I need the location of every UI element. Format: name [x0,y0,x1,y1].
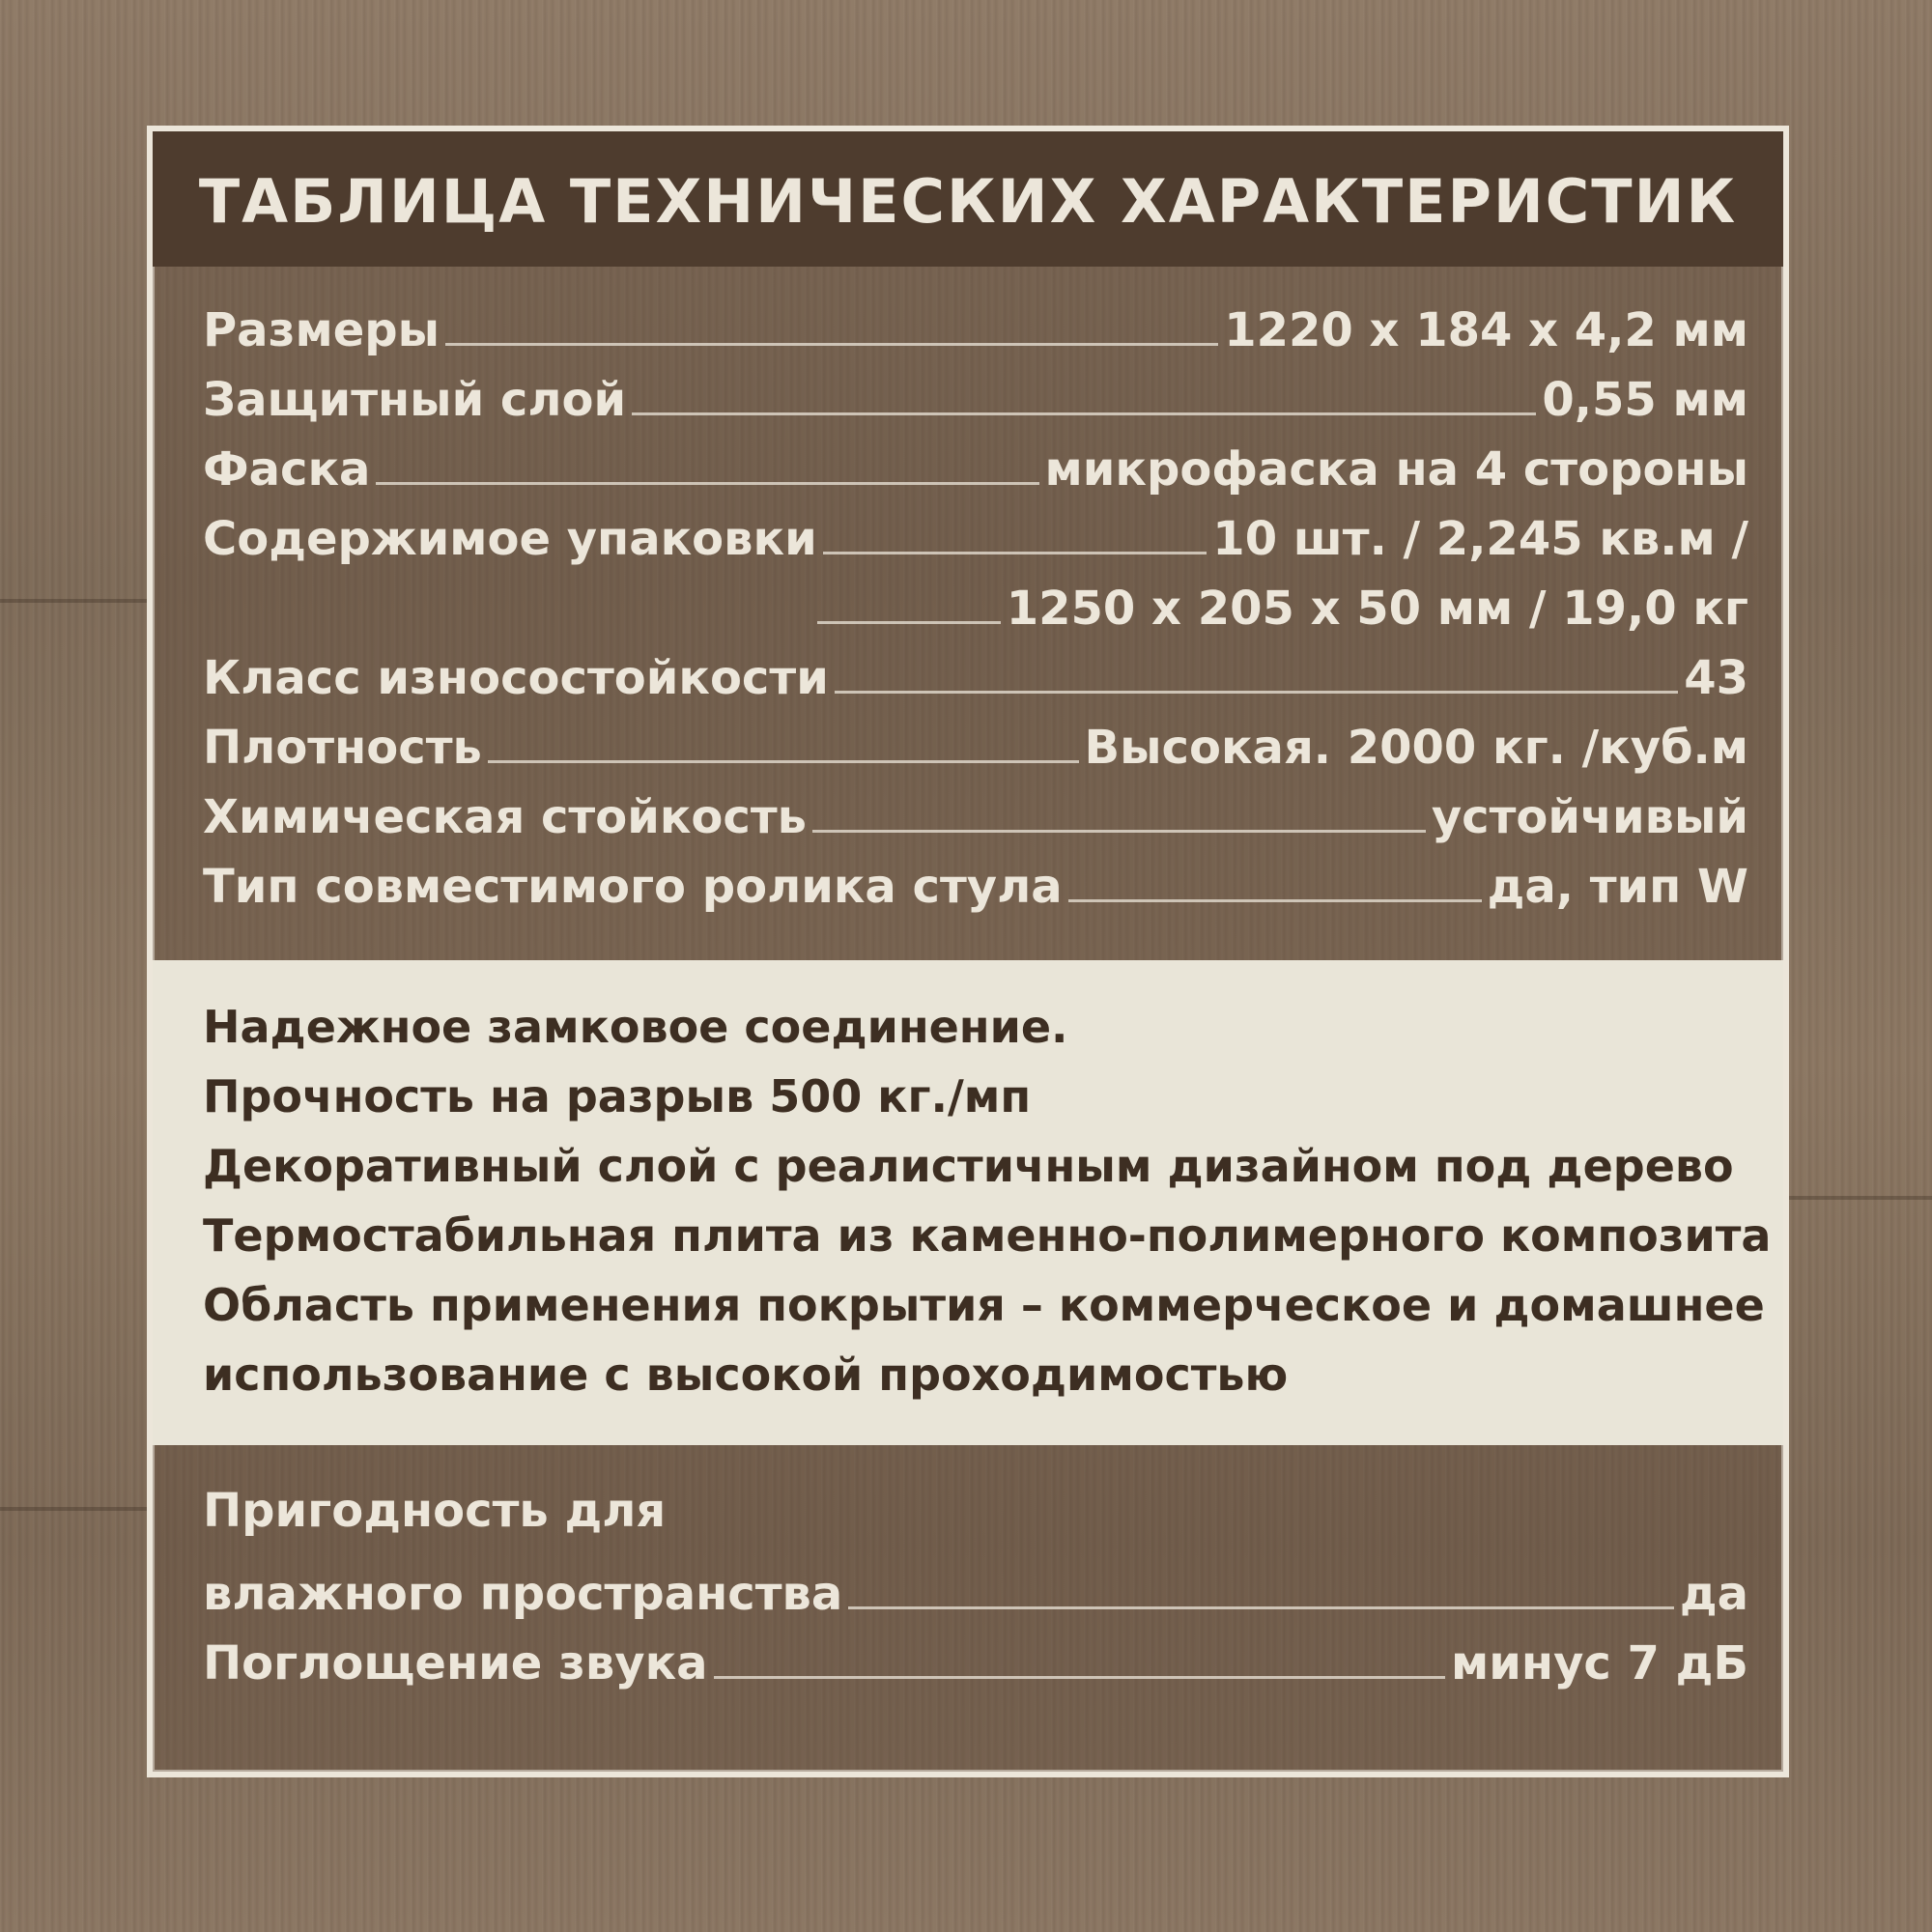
spec-value: устойчивый [1431,790,1748,844]
leader-line [632,412,1536,415]
spec-row-chemical [203,777,1748,844]
spec-label: Размеры [203,303,440,357]
spec-row-bevel [203,429,1748,497]
spec-row-package-cont [811,568,1748,636]
feature-item: Надежное замковое соединение. [203,1001,1068,1053]
spec-row-sound [203,1623,1748,1690]
spec-value: микрофаска на 4 стороны [1044,442,1748,497]
spec-value: минус 7 дБ [1451,1636,1748,1690]
plank-seam [1787,1196,1932,1200]
leader-line [714,1676,1445,1679]
page-title: ТАБЛИЦА ТЕХНИЧЕСКИХ ХАРАКТЕРИСТИК [198,166,1738,237]
leader-line [1068,899,1482,902]
leader-line [823,552,1208,554]
spec-label: Плотность [203,721,482,775]
spec-row-density [203,707,1748,775]
leader-line [488,760,1079,763]
plank-seam [0,1507,155,1511]
leader-line [817,621,1001,624]
leader-line [812,830,1426,833]
feature-item: Декоративный слой с реалистичным дизайном под дерево [203,1140,1734,1192]
plank-seam [0,599,155,603]
spec-row-caster [203,846,1748,914]
spec-row-moisture [203,1553,1748,1621]
spec-value: да [1679,1567,1748,1621]
spec-label: Фаска [203,442,371,497]
leader-line [376,482,1038,485]
spec-value: 1250 x 205 x 50 мм / 19,0 кг [1006,582,1748,636]
spec-value: 43 [1684,651,1748,705]
spec-label: влажного пространства [203,1567,843,1621]
spec-value: Высокая. 2000 кг. /куб.м [1084,721,1748,775]
feature-item: использование с высокой проходимостью [203,1349,1289,1401]
title-bar [153,131,1783,267]
leader-line [445,343,1218,346]
moisture-label-line1: Пригодность для [203,1484,667,1538]
spec-value: да, тип W [1487,860,1748,914]
feature-item: Область применения покрытия – коммерческое и домашнее [203,1279,1765,1331]
spec-value: 1220 x 184 x 4,2 мм [1224,303,1748,357]
spec-value: 10 шт. / 2,245 кв.м / [1212,512,1748,566]
leader-line [848,1606,1674,1609]
leader-line [835,691,1678,694]
spec-row-wear-class [203,638,1748,705]
spec-label: Поглощение звука [203,1636,708,1690]
spec-label: Химическая стойкость [203,790,808,844]
spec-value: 0,55 мм [1542,373,1748,427]
feature-item: Прочность на разрыв 500 кг./мп [203,1070,1032,1122]
feature-item: Термостабильная плита из каменно-полимерного композита [203,1209,1772,1262]
spec-label: Тип совместимого ролика стула [203,860,1063,914]
spec-label: Содержимое упаковки [203,512,817,566]
spec-row-wear-layer [203,359,1748,427]
spec-label: Защитный слой [203,373,627,427]
spec-row-package [203,498,1748,566]
spec-label: Класс износостойкости [203,651,829,705]
spec-row-dimensions [203,290,1748,357]
